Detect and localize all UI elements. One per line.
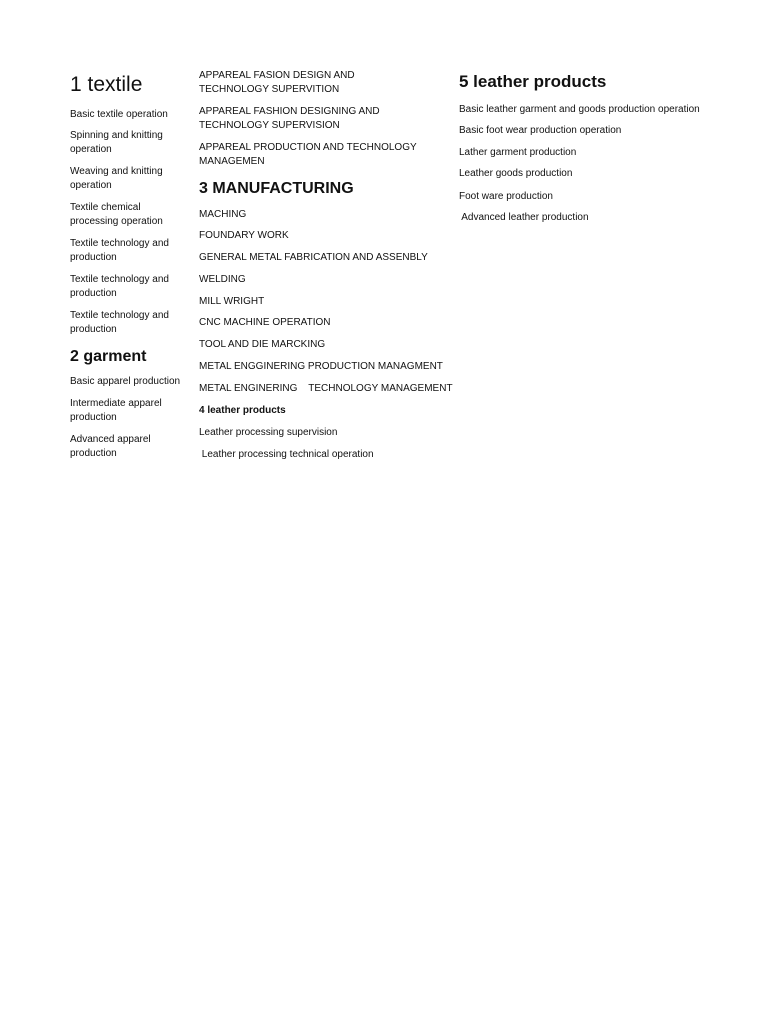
list-item: APPAREAL FASION DESIGN AND TECHNOLOGY SUPERVITION bbox=[199, 70, 355, 95]
section-heading-textile: 1 textile bbox=[70, 73, 143, 96]
list-item: Basic foot wear production operation bbox=[459, 125, 622, 136]
list-item: Textile technology and production bbox=[70, 310, 169, 335]
section-heading-leather-products-4: 4 leather products bbox=[199, 405, 286, 416]
list-item: Textile chemical processing operation bbox=[70, 202, 163, 227]
list-item: CNC MACHINE OPERATION bbox=[199, 317, 331, 328]
list-item: MILL WRIGHT bbox=[199, 296, 265, 307]
section-heading-garment: 2 garment bbox=[70, 348, 147, 365]
list-item: Weaving and knitting operation bbox=[70, 166, 163, 191]
list-item: Textile technology and production bbox=[70, 238, 169, 263]
list-item: METAL ENGINERING TECHNOLOGY MANAGEMENT bbox=[199, 383, 453, 394]
list-item: MACHING bbox=[199, 209, 247, 220]
list-item: Spinning and knitting operation bbox=[70, 130, 163, 155]
list-item: Intermediate apparel production bbox=[70, 398, 162, 423]
list-item: APPAREAL FASHION DESIGNING AND TECHNOLOGY SUPERVISION bbox=[199, 106, 380, 131]
list-item: Leather processing technical operation bbox=[199, 449, 374, 460]
list-item: FOUNDARY WORK bbox=[199, 230, 289, 241]
section-heading-leather-products-5: 5 leather products bbox=[459, 72, 607, 91]
list-item: Basic textile operation bbox=[70, 109, 168, 120]
list-item: Advanced leather production bbox=[459, 212, 589, 223]
list-item: GENERAL METAL FABRICATION AND ASSENBLY bbox=[199, 252, 428, 263]
list-item: APPAREAL PRODUCTION AND TECHNOLOGY MANAGEMEN bbox=[199, 142, 417, 167]
list-item: Lather garment production bbox=[459, 147, 577, 158]
list-item: Basic apparel production bbox=[70, 376, 181, 387]
list-item: Leather goods production bbox=[459, 168, 573, 179]
list-item: WELDING bbox=[199, 274, 246, 285]
section-heading-manufacturing: 3 MANUFACTURING bbox=[199, 180, 354, 197]
list-item: Textile technology and production bbox=[70, 274, 169, 299]
list-item: Advanced apparel production bbox=[70, 434, 151, 459]
list-item: Leather processing supervision bbox=[199, 427, 338, 438]
list-item: Foot ware production bbox=[459, 191, 553, 202]
list-item: METAL ENGGINERING PRODUCTION MANAGMENT bbox=[199, 361, 443, 372]
list-item: TOOL AND DIE MARCKING bbox=[199, 339, 326, 350]
list-item: Basic leather garment and goods production operation bbox=[459, 104, 700, 115]
